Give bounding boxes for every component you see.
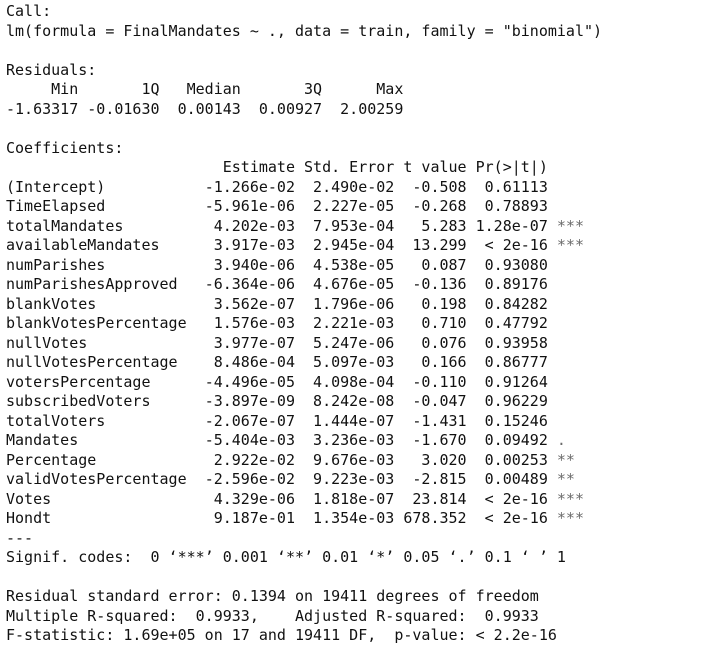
coef-name: votersPercentage [6, 372, 205, 391]
coef-estimate: -2.067e-07 [204, 411, 305, 430]
coef-p-value: 0.93080 [475, 255, 557, 274]
coef-estimate: 4.202e-03 [204, 216, 305, 235]
coef-t-value: 3.020 [403, 450, 476, 469]
coef-name: Mandates [6, 431, 205, 449]
coef-t-value: -0.047 [403, 392, 476, 410]
separator: --- [6, 528, 34, 547]
coef-p-value: 0.84282 [475, 294, 557, 313]
coef-p-value: 0.47792 [475, 314, 557, 332]
coef-t-value: -2.815 [403, 470, 476, 488]
coef-p-value: 0.15246 [475, 411, 557, 430]
coefficients-header: Coefficients: [6, 138, 124, 157]
coefficient-row [6, 275, 706, 295]
coef-t-value: 0.087 [403, 255, 476, 274]
coef-std-error: 9.223e-03 [304, 470, 404, 488]
coefficient-row [6, 295, 706, 315]
coef-t-value: 23.814 [403, 489, 476, 508]
coefficient-row [6, 392, 706, 412]
coef-std-error: 7.953e-04 [304, 216, 404, 235]
coef-estimate: 3.562e-07 [204, 294, 305, 313]
coef-estimate: -6.364e-06 [204, 275, 305, 293]
coef-t-value: 0.166 [403, 353, 476, 371]
r-squared: Multiple R-squared: 0.9933, Adjusted R-squared: 0.9933 [6, 606, 548, 625]
coef-t-value: 678.352 [403, 509, 476, 527]
coef-t-value: -0.508 [403, 177, 476, 196]
coefficient-row [6, 470, 706, 490]
coef-name: subscribedVoters [6, 392, 205, 410]
coefficient-row [6, 314, 706, 334]
coef-estimate: -4.496e-05 [204, 372, 305, 391]
coef-p-value: 0.91264 [475, 372, 557, 391]
coef-estimate: 4.329e-06 [204, 489, 305, 508]
coef-t-value: -0.268 [403, 197, 476, 215]
coefficient-row [6, 197, 706, 217]
coef-t-value: -0.110 [403, 372, 476, 391]
coef-name: availableMandates [6, 236, 205, 254]
coef-std-error: 1.444e-07 [304, 411, 404, 430]
coefficient-row [6, 431, 706, 451]
coef-std-error: 4.538e-05 [304, 255, 404, 274]
coef-t-value: 5.283 [403, 216, 476, 235]
coef-estimate: -5.961e-06 [204, 197, 305, 215]
coef-signif: ** [556, 450, 575, 469]
coefficient-row [6, 509, 706, 529]
coef-estimate: 1.576e-03 [204, 314, 305, 332]
coef-p-value: 0.96229 [475, 392, 557, 410]
coef-name: blankVotesPercentage [6, 314, 205, 332]
residuals-values: -1.63317 -0.01630 0.00143 0.00927 2.00259 [6, 99, 413, 118]
coef-name: numParishes [6, 255, 205, 274]
coef-estimate: 3.940e-06 [204, 255, 305, 274]
coef-std-error: 9.676e-03 [304, 450, 404, 469]
coefficients-columns: Estimate Std. Error t value Pr(>|t|) [6, 158, 584, 176]
coef-estimate: -2.596e-02 [204, 470, 305, 488]
coef-p-value: 0.93958 [475, 333, 557, 352]
coef-signif: ** [556, 470, 575, 488]
coef-estimate: 2.922e-02 [204, 450, 305, 469]
coef-std-error: 2.945e-04 [304, 236, 404, 254]
call-header: Call: [6, 2, 52, 20]
coef-name: nullVotes [6, 333, 205, 352]
coef-p-value: 1.28e-07 [475, 216, 557, 235]
signif-codes: Signif. codes: 0 ‘***’ 0.001 ‘**’ 0.01 ‘*’ 0.05 ‘.’ 0.1 ‘ ’ 1 [6, 548, 566, 566]
coef-p-value: 0.09492 [475, 431, 557, 449]
coef-signif: *** [556, 509, 584, 527]
coefficient-row [6, 236, 706, 256]
coef-t-value: 0.710 [403, 314, 476, 332]
coef-name: totalMandates [6, 216, 205, 235]
coef-p-value: 0.61113 [475, 177, 557, 196]
coef-estimate: -5.404e-03 [204, 431, 305, 449]
residual-standard-error: Residual standard error: 0.1394 on 19411 degrees of freedom [6, 587, 539, 605]
call-formula: lm(formula = FinalMandates ~ ., data = train, family = "binomial") [6, 21, 603, 40]
coef-p-value: 0.00489 [475, 470, 557, 488]
coef-std-error: 3.236e-03 [304, 431, 404, 449]
coef-name: blankVotes [6, 294, 205, 313]
coef-name: nullVotesPercentage [6, 353, 205, 371]
coef-signif: *** [556, 216, 584, 235]
coef-name: validVotesPercentage [6, 470, 205, 488]
coef-estimate: -3.897e-09 [204, 392, 305, 410]
coef-p-value: < 2e-16 [475, 236, 557, 254]
coef-std-error: 1.796e-06 [304, 294, 404, 313]
coef-t-value: -1.431 [403, 411, 476, 430]
f-statistic: F-statistic: 1.69e+05 on 17 and 19411 DF, p-value: < 2.2e-16 [6, 626, 557, 644]
coef-std-error: 5.247e-06 [304, 333, 404, 352]
coef-name: Votes [6, 489, 205, 508]
blank-line [6, 568, 706, 588]
coef-std-error: 4.676e-05 [304, 275, 404, 293]
coef-estimate: 3.917e-03 [204, 236, 305, 254]
blank-line [6, 119, 706, 139]
coefficient-row [6, 334, 706, 354]
coef-t-value: -1.670 [403, 431, 476, 449]
coef-t-value: -0.136 [403, 275, 476, 293]
coef-std-error: 2.490e-02 [304, 177, 404, 196]
coef-std-error: 8.242e-08 [304, 392, 404, 410]
coef-std-error: 2.227e-05 [304, 197, 404, 215]
coef-signif: *** [556, 489, 584, 508]
coef-p-value: 0.00253 [475, 450, 557, 469]
coefficient-row [6, 490, 706, 510]
coef-name: numParishesApproved [6, 275, 205, 293]
coefficient-row [6, 217, 706, 237]
coef-name: Hondt [6, 509, 205, 527]
coef-name: TimeElapsed [6, 197, 205, 215]
coef-p-value: < 2e-16 [475, 509, 557, 527]
coef-estimate: -1.266e-02 [204, 177, 305, 196]
blank-line [6, 41, 706, 61]
coefficient-row [6, 353, 706, 373]
residuals-header: Residuals: [6, 60, 97, 79]
coef-std-error: 4.098e-04 [304, 372, 404, 391]
coefficient-row [6, 256, 706, 276]
coef-estimate: 8.486e-04 [204, 353, 305, 371]
coefficients-table [6, 178, 706, 529]
coef-t-value: 0.198 [403, 294, 476, 313]
coef-t-value: 13.299 [403, 236, 476, 254]
coef-t-value: 0.076 [403, 333, 476, 352]
coef-std-error: 1.354e-03 [304, 509, 404, 527]
coef-p-value: 0.86777 [475, 353, 557, 371]
coef-std-error: 2.221e-03 [304, 314, 404, 332]
coef-p-value: < 2e-16 [475, 489, 557, 508]
coef-estimate: 9.187e-01 [204, 509, 305, 527]
coef-p-value: 0.78893 [475, 197, 557, 215]
residuals-labels: Min 1Q Median 3Q Max [6, 80, 413, 98]
coefficient-row [6, 373, 706, 393]
coef-signif: . [556, 431, 566, 449]
coefficient-row [6, 412, 706, 432]
coef-std-error: 5.097e-03 [304, 353, 404, 371]
coef-name: Percentage [6, 450, 205, 469]
coef-std-error: 1.818e-07 [304, 489, 404, 508]
coefficient-row [6, 178, 706, 198]
coef-estimate: 3.977e-07 [204, 333, 305, 352]
coef-signif: *** [556, 236, 584, 254]
coefficient-row [6, 451, 706, 471]
coef-p-value: 0.89176 [475, 275, 557, 293]
coef-name: (Intercept) [6, 177, 205, 196]
coef-name: totalVoters [6, 411, 205, 430]
